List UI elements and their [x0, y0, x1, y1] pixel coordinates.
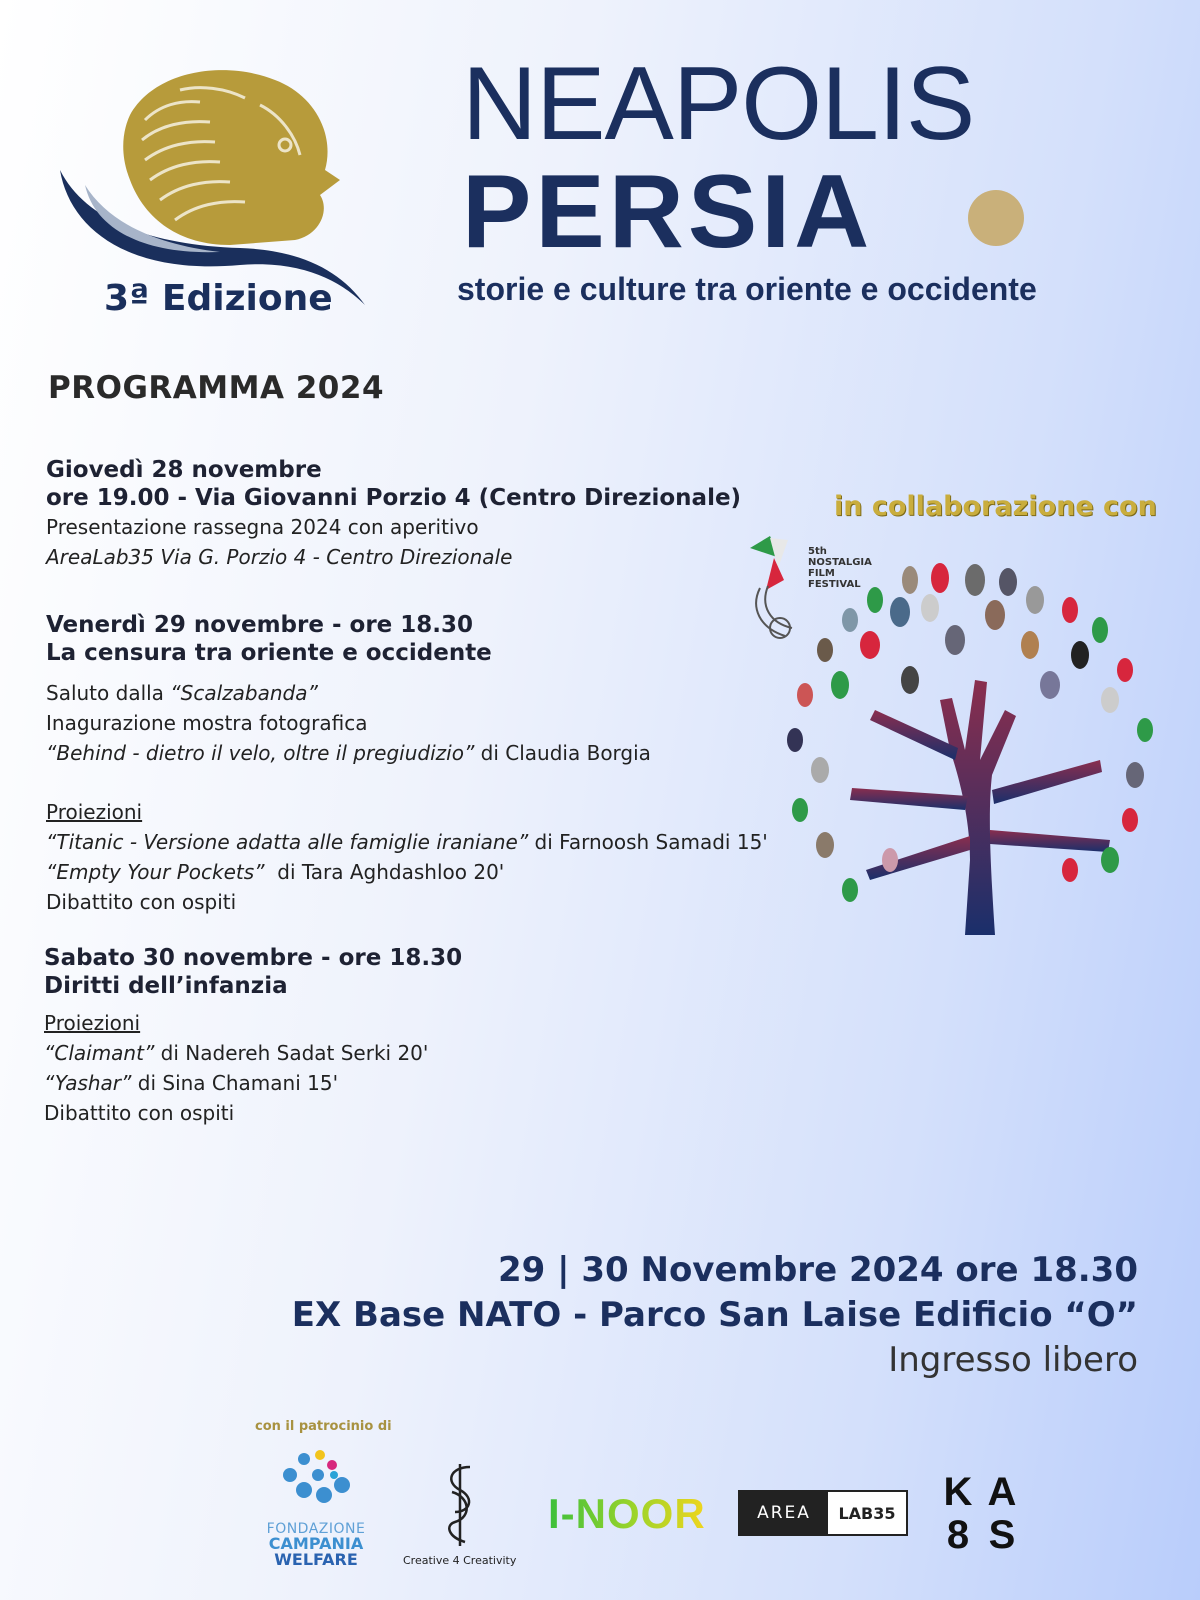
day2-film2: “Empty Your Pockets” di Tara Aghdashloo 20': [46, 860, 505, 884]
day3-theme: Diritti dell’infanzia: [44, 973, 288, 999]
event-title-neapolis: NEAPOLIS: [462, 46, 975, 162]
event-location: EX Base NATO - Parco San Laise Edificio “O”: [291, 1295, 1138, 1335]
day3-projections-label: Proiezioni: [44, 1011, 141, 1035]
day1-venue: AreaLab35 Via G. Porzio 4 - Centro Direzionale: [46, 545, 513, 569]
day1-date: Giovedì 28 novembre: [46, 457, 322, 483]
event-title-persia: PERSIA: [462, 154, 874, 270]
entry-info: Ingresso libero: [888, 1340, 1138, 1380]
day2-debate: Dibattito con ospiti: [46, 890, 237, 914]
programme-heading: PROGRAMMA 2024: [48, 370, 385, 406]
day2-exhibit: Inagurazione mostra fotografica: [46, 711, 368, 735]
day2-exhibit-title: “Behind - dietro il velo, oltre il pregiudizio” di Claudia Borgia: [46, 741, 651, 765]
day1-time-place: ore 19.00 - Via Giovanni Porzio 4 (Centro Direzionale): [46, 485, 742, 511]
day2-date: Venerdì 29 novembre - ore 18.30: [46, 612, 474, 638]
tree-illustration: [780, 560, 1180, 960]
day3-film2: “Yashar” di Sina Chamani 15': [44, 1071, 339, 1095]
c4c-name: Creative 4 Creativity: [403, 1554, 517, 1567]
event-dates: 29 | 30 Novembre 2024 ore 18.30: [497, 1250, 1138, 1290]
title-dot-icon: [968, 190, 1024, 246]
inoor-logo: I-NOOR: [548, 1490, 706, 1537]
day3-debate: Dibattito con ospiti: [44, 1101, 235, 1125]
day2-theme: La censura tra oriente e occidente: [46, 640, 492, 666]
event-subtitle: storie e culture tra oriente e occidente: [457, 271, 1037, 307]
day1-description: Presentazione rassegna 2024 con aperitivo: [46, 515, 479, 539]
arealab35-area: AREA: [740, 1492, 828, 1534]
day2-projections-label: Proiezioni: [46, 800, 143, 824]
festival-name: 5th NOSTALGIA FILM FESTIVAL: [808, 546, 872, 590]
fcw-logo-icon: [280, 1445, 360, 1510]
edition-label: 3ª Edizione: [104, 278, 333, 319]
patronage-label: con il patrocinio di: [255, 1419, 392, 1434]
arealab35-logo: [738, 1490, 908, 1536]
fcw-name: FONDAZIONE CAMPANIA WELFARE: [266, 1521, 366, 1569]
day3-film1: “Claimant” di Nadereh Sadat Serki 20': [44, 1041, 429, 1065]
day2-greeting: Saluto dalla “Scalzabanda”: [46, 681, 318, 705]
c4c-logo-icon: [440, 1462, 480, 1547]
day2-film1: “Titanic - Versione adatta alle famiglie iraniane” di Farnoosh Samadi 15': [46, 830, 768, 854]
collaboration-label: in collaborazione con: [834, 491, 1157, 522]
ka8s-logo: K A 8 S: [943, 1470, 1017, 1557]
arealab35-lab: LAB35: [838, 1503, 896, 1523]
day3-date: Sabato 30 novembre - ore 18.30: [44, 945, 463, 971]
